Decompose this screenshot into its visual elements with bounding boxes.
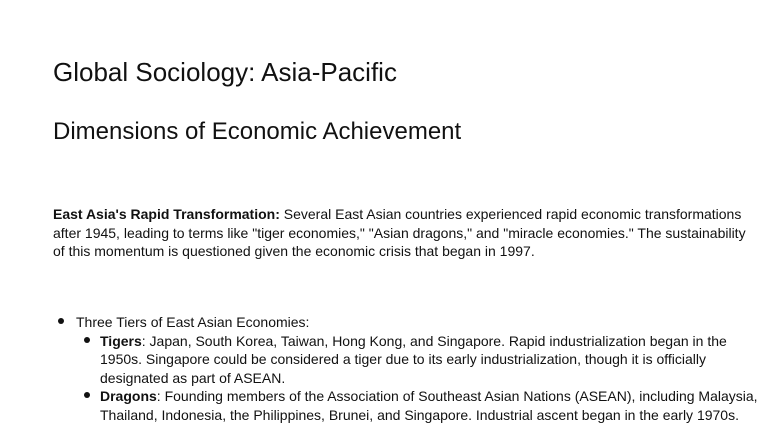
tier-item-dragons	[100, 387, 758, 424]
tiers-sub-list	[76, 332, 758, 425]
bullet-icon	[58, 318, 64, 324]
tiers-list	[58, 313, 758, 424]
bullet-icon	[84, 392, 90, 398]
tiers-list-item	[58, 313, 758, 424]
tier-item-tigers	[100, 332, 758, 388]
intro-lead: East Asia's Rapid Transformation:	[53, 206, 280, 222]
tiers-heading: Three Tiers of East Asian Economies:	[76, 314, 310, 330]
tier-term: Tigers	[100, 332, 142, 349]
section-heading: Dimensions of Economic Achievement	[53, 118, 462, 145]
tier-term: Dragons	[100, 388, 157, 404]
tier-description: : Founding members of the Association of Southeast Asian Nations (ASEAN), including Malaysia, Thailand, Indonesia, the Philippines, Brunei, and Singapore. Industrial ascent began in the early 1970s.	[100, 388, 758, 423]
document-title: Global Sociology: Asia-Pacific	[53, 57, 397, 87]
intro-text: Several East Asian countries experienced rapid economic transformations after 1945, leading to terms like "tiger economies," "Asian dragons," and "miracle economies." The sustainability of this momentum is questioned given the economic crisis that began in 1997.	[53, 206, 746, 259]
bullet-icon	[84, 337, 90, 343]
intro-paragraph	[53, 205, 753, 261]
tier-description: : Japan, South Korea, Taiwan, Hong Kong, and Singapore. Rapid industrialization began in the 1950s. Singapore could be considered a tiger due to its early industrialization, though it is officially designated as part of ASEAN.	[100, 332, 727, 386]
